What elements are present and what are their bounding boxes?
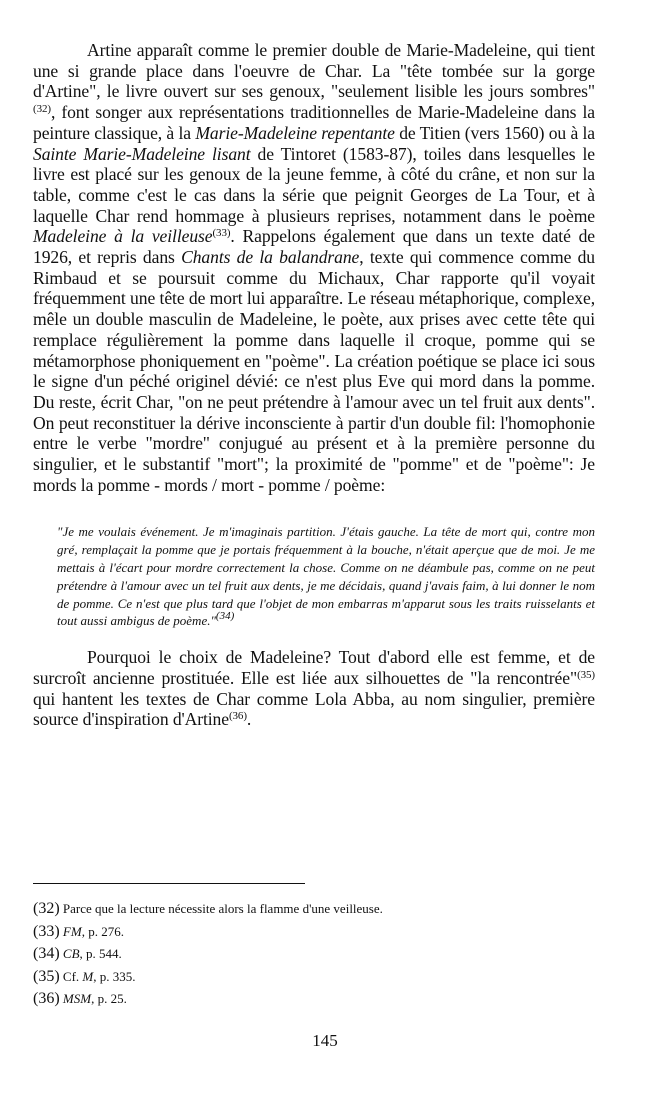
footnote-number: (35) [33, 967, 60, 985]
italic-text: CB [62, 946, 80, 961]
footnote [33, 898, 383, 921]
page-body [33, 40, 595, 730]
text-run: , p. 25. [91, 991, 127, 1006]
italic-text: Madeleine à la veilleuse [33, 226, 213, 247]
text-run: "Je me voulais événement. Je m'imaginais partition. J'étais gauche. La tête de mort qui, contre mon gré, remplaçait la pomme que je portais fréquemment à la bouche, n'était aperçue que de moi. Je me mettais à l'écart pour mordre correctement la chose. Comme on ne déambule pas, comme on ne peut prétendre à l'amour avec un tel fruit aux dents, je me décidais, quand j'avais faim, à lui donner le nom de pomme. Ce n'est que plus tard que l'objet de mon embarras m'apparut sous les traits ruisselants et tout aussi ambigus de poème." [57, 524, 595, 629]
footnote-text [63, 991, 127, 1006]
page-number: 145 [312, 1031, 338, 1050]
text-run: , p. 276. [81, 923, 124, 939]
text-run: . [246, 709, 252, 730]
text-run: Cf. [62, 968, 83, 984]
text-run: , p. 544. [79, 946, 122, 961]
block-quote [57, 523, 595, 630]
text-run: de Tintoret (1583-87), toiles dans lesquelles le livre est placé sur les genoux de la jeune femme, à côté du crâne, et non sur la table, comme c'est le cas dans la série que peignit Georges de La Tour, et à laquelle Char rend hommage à plusieurs reprises, notamment dans le poème [33, 143, 595, 226]
text-run: Pourquoi le choix de Madeleine? Tout d'abord elle est femme, et de surcroît ancienne prostituée. Elle est liée aux silhouettes de "la rencontrée" [33, 647, 595, 688]
italic-text: M [82, 968, 94, 984]
footnote-number: (32) [33, 900, 60, 917]
footnote-text [63, 969, 136, 984]
footnote-ref: (32) [33, 103, 51, 116]
footnotes [33, 898, 383, 1011]
text-run: Parce que la lecture nécessite alors la flamme d'une veilleuse. [62, 901, 383, 916]
footnote [33, 943, 383, 966]
footnote-number: (36) [33, 990, 60, 1007]
footnote-text [63, 901, 383, 916]
footnote-ref: (36) [228, 710, 247, 723]
text-run: qui hantent les textes de Char comme Lola Abba, au nom singulier, première source d'inspiration d'Artine [33, 688, 595, 730]
footnote-ref: (34) [215, 610, 235, 623]
italic-text: Sainte Marie-Madeleine lisant [33, 143, 251, 164]
paragraph-1 [33, 40, 595, 495]
footnote-text [63, 924, 124, 939]
footnote-number: (33) [33, 922, 60, 940]
footnote-ref: (35) [577, 668, 595, 681]
italic-text: FM [62, 923, 82, 939]
italic-text: Chants de la balandrane [181, 247, 360, 268]
text-run: Artine apparaît comme le premier double de Marie-Madeleine, qui tient une si grande place dans l'oeuvre de Char. La "tête tombée sur la gorge d'Artine", le livre ouvert sur ses genoux, "seulement lisible les jours sombres" [33, 40, 595, 102]
text-run: . Rappelons également que dans un texte daté de 1926, et repris dans [33, 226, 595, 268]
text-run: de Titien (vers 1560) ou à la [394, 122, 595, 143]
footnote-text [63, 946, 122, 961]
italic-text: MSM [62, 991, 92, 1006]
footnote-separator [33, 883, 305, 884]
footnote-number: (34) [33, 945, 60, 962]
text-run: , texte qui commence comme du Rimbaud et se poursuit comme du Michaux, Char rapporte qu'il voyait fréquemment une tête de mort lui apparaître. Le réseau métaphorique, complexe, mêle un double masculin de Madeleine, le poète, aux prises avec cette tête qui remplace régulièrement la pomme dans laquelle il croque, pomme qui se métamorphose phoniquement en "poème". La création poétique se place ici sous le signe d'un péché originel dévié: ce n'est plus Eve qui mord dans la pomme. Du reste, écrit Char, "on ne peut prétendre à l'amour avec un tel fruit aux dents". On peut reconstituer la dérive inconsciente à partir d'un double fil: l'homophonie entre le verbe "mordre" conjugué au présent et à la première personne du singulier, et le substantif "mort"; la proximité de "pomme" et de "poème": Je mords la pomme - mords / mort - pomme / poème: [33, 247, 596, 495]
text-run: , p. 335. [93, 968, 136, 984]
footnote [33, 966, 383, 989]
footnote [33, 988, 383, 1011]
footnote [33, 921, 383, 944]
text-run: , font songer aux représentations traditionnelles de Marie-Madeleine dans la peinture classique, à la [33, 102, 595, 143]
italic-text: Marie-Madeleine repentante [195, 122, 395, 143]
footnote-ref: (33) [212, 227, 231, 240]
paragraph-2 [33, 647, 595, 730]
